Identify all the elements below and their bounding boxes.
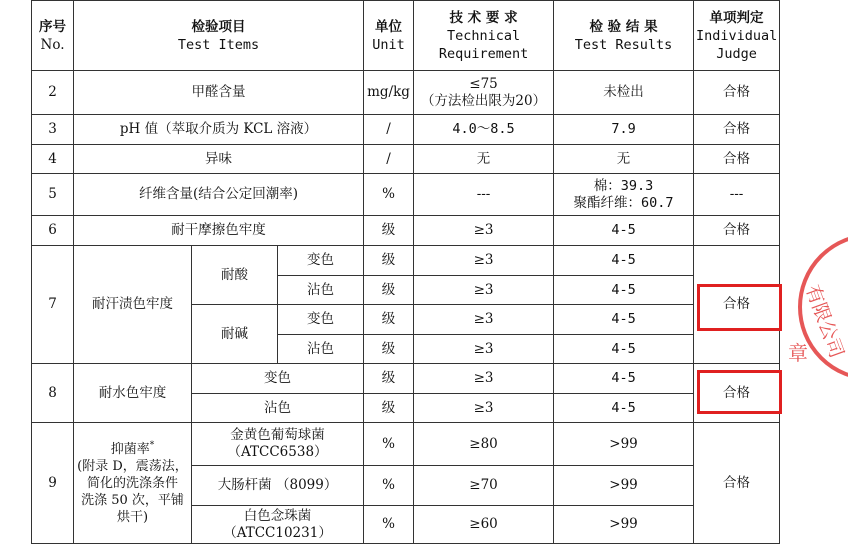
row-item: 耐水色牢度: [74, 364, 192, 423]
row-result: 4-5: [554, 246, 694, 276]
row-subitem-acid: 耐酸: [192, 246, 278, 305]
row-unit: %: [364, 174, 414, 216]
row-unit: 级: [364, 394, 414, 423]
row-item: 异味: [74, 145, 364, 174]
row-result: 未检出: [554, 71, 694, 115]
table-row: [32, 71, 780, 115]
table-row: [32, 145, 780, 174]
row-judge: 合格: [694, 71, 780, 115]
row-requirement: ≥3: [414, 394, 554, 423]
row-unit: %: [364, 423, 414, 466]
row-requirement: 4.0～8.5: [414, 115, 554, 145]
row-requirement: ≥80: [414, 423, 554, 466]
header-no: 序号 No.: [32, 1, 74, 71]
header-technical-requirement: 技 术 要 求 Technical Requirement: [414, 1, 554, 71]
row-subitem-alkali: 耐碱: [192, 305, 278, 364]
row-item: 耐汗渍色牢度: [74, 246, 192, 364]
row-item: 耐干摩擦色牢度: [74, 216, 364, 246]
header-test-results: 检 验 结 果 Test Results: [554, 1, 694, 71]
highlight-box-row7: [697, 284, 782, 331]
row-unit: %: [364, 506, 414, 544]
row-result: >99: [554, 423, 694, 466]
row-no: 6: [32, 216, 74, 246]
row-no: 2: [32, 71, 74, 115]
row-result: 4-5: [554, 335, 694, 364]
row-result: 7.9: [554, 115, 694, 145]
row-result: 棉：39.3 聚酯纤维：60.7: [554, 174, 694, 216]
row-unit: 级: [364, 246, 414, 276]
row-judge: 合格: [694, 423, 780, 544]
test-report-table-wrapper: [31, 0, 779, 546]
table-row: [32, 216, 780, 246]
svg-text:有限公司: 有限公司: [801, 282, 848, 361]
row-no: 7: [32, 246, 74, 364]
row-requirement: ≥70: [414, 466, 554, 506]
row-no: 9: [32, 423, 74, 544]
row-judge: ---: [694, 174, 780, 216]
row-requirement: ≥3: [414, 276, 554, 305]
row-requirement: ≤75 （方法检出限为20）: [414, 71, 554, 115]
row-requirement: ≥3: [414, 335, 554, 364]
row-judge: 合格: [694, 364, 780, 423]
row-item: 甲醛含量: [74, 71, 364, 115]
table-row: [32, 115, 780, 145]
row-judge: 合格: [694, 216, 780, 246]
row-unit: 级: [364, 364, 414, 394]
row-result: 4-5: [554, 305, 694, 335]
row-subitem-change: 变色: [278, 305, 364, 335]
row-result: 4-5: [554, 276, 694, 305]
row-result: >99: [554, 466, 694, 506]
row-unit: %: [364, 466, 414, 506]
row-item: 纤维含量(结合公定回潮率): [74, 174, 364, 216]
table-row: [32, 364, 780, 394]
row-requirement: ≥3: [414, 246, 554, 276]
row-result: 4-5: [554, 394, 694, 423]
table-header-row: [32, 1, 780, 71]
row-unit: /: [364, 115, 414, 145]
row-judge: 合格: [694, 115, 780, 145]
row-subitem-bacterium-1: 金黄色葡萄球菌 （ATCC6538）: [192, 423, 364, 466]
row-judge: 合格: [694, 145, 780, 174]
row-item: pH 值（萃取介质为 KCL 溶液）: [74, 115, 364, 145]
row-unit: 级: [364, 216, 414, 246]
row-subitem-stain: 沾色: [278, 276, 364, 305]
row-unit: 级: [364, 335, 414, 364]
test-report-table: [31, 0, 780, 544]
row-requirement: ---: [414, 174, 554, 216]
row-no: 4: [32, 145, 74, 174]
row-result: >99: [554, 506, 694, 544]
header-individual-judge: 单项判定 Individual Judge: [694, 1, 780, 71]
row-subitem-change: 变色: [192, 364, 364, 394]
row-requirement: ≥3: [414, 216, 554, 246]
header-test-items: 检验项目 Test Items: [74, 1, 364, 71]
row-subitem-stain: 沾色: [278, 335, 364, 364]
row-requirement: ≥3: [414, 305, 554, 335]
row-subitem-change: 变色: [278, 246, 364, 276]
row-requirement: 无: [414, 145, 554, 174]
table-row: [32, 174, 780, 216]
row-subitem-bacterium-3: 白色念珠菌（ATCC10231）: [192, 506, 364, 544]
svg-text:章: 章: [788, 341, 808, 365]
highlight-box-row8: [697, 370, 782, 414]
row-result: 无: [554, 145, 694, 174]
row-requirement: ≥3: [414, 364, 554, 394]
row-unit: /: [364, 145, 414, 174]
row-judge: 合格: [694, 246, 780, 364]
row-unit: mg/kg: [364, 71, 414, 115]
row-unit: 级: [364, 305, 414, 335]
row-requirement: ≥60: [414, 506, 554, 544]
row-no: 8: [32, 364, 74, 423]
table-row: [32, 423, 780, 466]
row-result: 4-5: [554, 364, 694, 394]
row-result: 4-5: [554, 216, 694, 246]
row-subitem-stain: 沾色: [192, 394, 364, 423]
row-unit: 级: [364, 276, 414, 305]
row-no: 3: [32, 115, 74, 145]
header-unit: 单位 Unit: [364, 1, 414, 71]
table-row: [32, 246, 780, 276]
row-subitem-bacterium-2: 大肠杆菌 （8099）: [192, 466, 364, 506]
row-item: 抑菌率* (附录 D，震荡法， 简化的洗涤条件 洗涤 50 次，平铺 烘干): [74, 423, 192, 544]
row-no: 5: [32, 174, 74, 216]
